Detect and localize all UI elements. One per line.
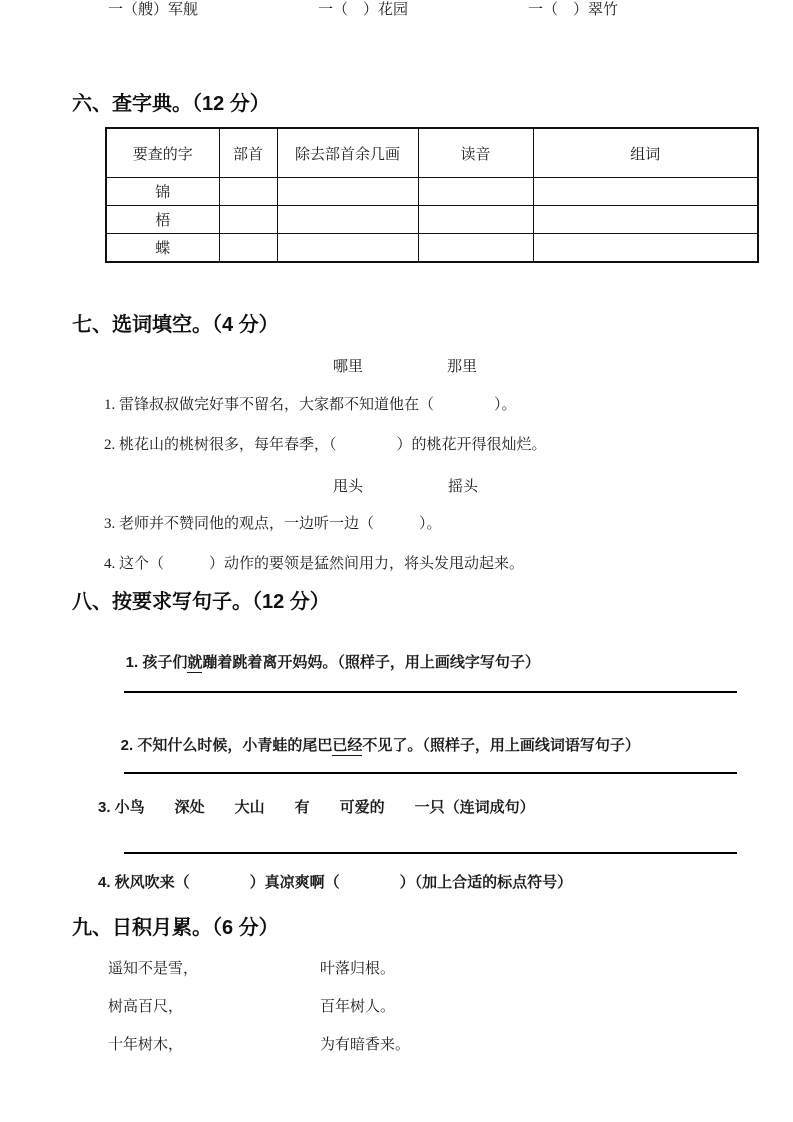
table-blank-cell[interactable] [277, 234, 418, 263]
table-header-cell: 要查的字 [106, 128, 219, 178]
word-bank-option: 哪里 [333, 359, 364, 375]
section-8-heading: 八、按要求写句子。（12 分） [72, 591, 330, 613]
proverb-pair-row [0, 1036, 793, 1056]
question-text: 4. 秋风吹来（ ）真凉爽啊（ ）（加上合适的标点符号） [98, 874, 573, 891]
underlined-word: 就 [187, 653, 203, 671]
table-blank-cell[interactable] [219, 234, 277, 263]
table-char-cell: 梧 [106, 206, 219, 234]
answer-line[interactable] [124, 691, 737, 693]
proverb-left: 树高百尺， [108, 999, 184, 1015]
table-blank-cell[interactable] [277, 206, 418, 234]
table-blank-cell[interactable] [277, 178, 418, 206]
table-row [106, 206, 758, 234]
table-header-cell: 组词 [533, 128, 758, 178]
question-text: 1. 雷锋叔叔做完好事不留名，大家都不知道他在（ ）。 [104, 397, 517, 413]
table-blank-cell[interactable] [219, 178, 277, 206]
proverb-pair-row [0, 960, 793, 980]
table-blank-cell[interactable] [219, 206, 277, 234]
table-header-cell: 读音 [418, 128, 533, 178]
question-text-pre: 2. 不知什么时候，小青蛙的尾巴 [120, 736, 333, 754]
table-header-cell: 除去部首余几画 [277, 128, 418, 178]
table-blank-cell[interactable] [418, 206, 533, 234]
dictionary-lookup-table [105, 127, 759, 263]
question-text: 3. 小鸟 深处 大山 有 可爱的 一只（连词成句） [98, 799, 535, 816]
table-char-cell: 锦 [106, 178, 219, 206]
word-bank [0, 355, 793, 375]
table-blank-cell[interactable] [533, 206, 758, 234]
table-blank-cell[interactable] [533, 234, 758, 263]
question-text: 4. 这个（ ）动作的要领是猛然间用力，将头发甩动起来。 [104, 556, 525, 572]
word-bank-option: 摇头 [448, 479, 479, 495]
counting-item: 一（ ）翠竹 [528, 2, 619, 18]
counting-exercise-row [0, 0, 793, 22]
word-bank [0, 475, 793, 495]
proverb-right: 百年树人。 [320, 999, 396, 1015]
table-row [106, 234, 758, 263]
question-text [104, 716, 640, 775]
table-row [106, 178, 758, 206]
counting-item: 一（艘）军舰 [108, 2, 199, 18]
question-text-post: 蹦着跳着离开妈妈。（照样子，用上画线字写句子） [202, 653, 540, 671]
proverb-pair-row [0, 998, 793, 1018]
counting-item: 一（ ）花园 [318, 2, 409, 18]
proverb-right: 为有暗香来。 [320, 1037, 411, 1053]
question-text: 3. 老师并不赞同他的观点，一边听一边（ ）。 [104, 516, 442, 532]
question-text [109, 633, 540, 692]
question-text-post: 不见了。（照样子，用上画线词语写句子） [362, 736, 640, 754]
question-text: 2. 桃花山的桃树很多，每年春季，（ ）的桃花开得很灿烂。 [104, 437, 547, 453]
table-blank-cell[interactable] [418, 234, 533, 263]
answer-line[interactable] [124, 772, 737, 774]
table-blank-cell[interactable] [533, 178, 758, 206]
table-header-cell: 部首 [219, 128, 277, 178]
proverb-left: 遥知不是雪， [108, 961, 199, 977]
table-header-row [106, 128, 758, 178]
underlined-word: 已经 [332, 736, 363, 754]
question-text-pre: 1. 孩子们 [125, 653, 188, 671]
table-blank-cell[interactable] [418, 178, 533, 206]
section-9-heading: 九、日积月累。（6 分） [72, 917, 279, 939]
proverb-right: 叶落归根。 [320, 961, 396, 977]
section-6-heading: 六、查字典。（12 分） [72, 93, 270, 115]
section-7-heading: 七、选词填空。（4 分） [72, 314, 279, 336]
proverb-left: 十年树木， [108, 1037, 184, 1053]
word-bank-option: 那里 [447, 359, 478, 375]
table-char-cell: 蝶 [106, 234, 219, 263]
answer-line[interactable] [124, 852, 737, 854]
word-bank-option: 甩头 [333, 479, 364, 495]
